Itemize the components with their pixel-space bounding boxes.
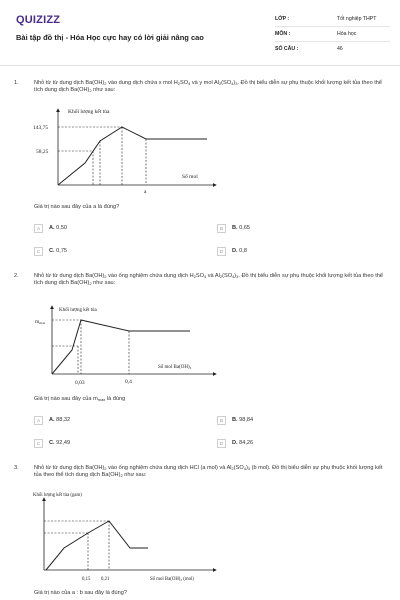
q1-graph (30, 103, 220, 198)
question-number: 2. (14, 273, 19, 279)
x-tick-label: 0,4 (125, 379, 132, 385)
option-letter-box: C (34, 439, 43, 448)
question-number: 1. (14, 80, 19, 86)
y-axis-label: Khối lượng kết tủa (gam) (33, 493, 82, 498)
option-text: 0,65 (239, 225, 251, 231)
option-text: 0,50 (56, 225, 68, 231)
option-letter-box: D (217, 439, 226, 448)
option-text: 98,84 (239, 417, 254, 423)
option-letter-box: C (34, 247, 43, 256)
precipitate-curve (46, 521, 148, 570)
meta-value: 46 (337, 46, 343, 52)
question-number: 3. (14, 465, 19, 471)
quizizz-logo: QUIZIZZ (16, 14, 61, 26)
question-stem: Nhỏ từ từ dung dịch $Ba(OH)_2$ vào dung dịch chứa x mol $H_2SO_4$ và y mol $Al_2(SO_4)_3$. Đồ thị biểu diễn sự phụ thuộc khối lượng kết tủa theo thể tích dung dịch $Ba(OH)_2$ như sau: (34, 80, 383, 94)
x-tick-label: 0,03 (75, 380, 85, 386)
question-stem: Nhỏ từ từ dung dịch $Ba(OH)_2$ vào ống nghiệm chứa dung dịch HCl (a mol) và $Al_2(SO_4)_3$ (b mol). Đồ thị biểu diễn sự phụ thuộc khối lượng kết tủa theo thể tích dung dịch $Ba(OH)_2$ như sau: (34, 465, 383, 479)
q2-graph (30, 302, 220, 390)
x-axis-label: Số mol Ba(OH)₂ (mol) (150, 577, 194, 582)
option-letter-box: B (217, 416, 226, 425)
option-text: 88,32 (56, 417, 71, 423)
meta-label: MÔN : (275, 31, 291, 37)
option-text: 92,49 (56, 440, 71, 446)
question-prompt: Giá trị nào sau đây của $m_{max}$ là đúng (34, 396, 126, 402)
x-axis-label: Số mol (182, 174, 198, 180)
question-prompt: Giá trị nào sau đây của a là đúng? (34, 204, 120, 210)
meta-divider (275, 41, 390, 42)
meta-label: SỐ CÂU : (275, 46, 299, 52)
meta-label: LỚP : (275, 16, 290, 22)
meta-value: Hóa học (337, 31, 357, 37)
q3-graph (30, 490, 220, 585)
x-tick-label: 0,15 (82, 577, 91, 582)
option-letter-box: D (217, 247, 226, 256)
y-tick-label: mmax (35, 319, 46, 325)
x-tick-label: 0,21 (101, 577, 110, 582)
option-text: 0,8 (239, 248, 247, 254)
option-text: 84,26 (239, 440, 254, 446)
question-prompt: Giá trị nào của a : b sau đây là đúng? (34, 590, 127, 596)
y-tick-label: 58,25 (36, 149, 49, 155)
document-title: Bài tập đồ thị - Hóa Học cực hay có lời giải nâng cao (16, 33, 204, 42)
meta-divider (275, 26, 390, 27)
y-axis-label: Khối lượng kết tủa (59, 308, 97, 313)
document-header (0, 0, 400, 66)
meta-value: Tốt nghiệp THPT (337, 16, 377, 22)
option-letter-box: B (217, 224, 226, 233)
x-axis-label: Số mol Ba(OH)₂ (158, 365, 192, 370)
option-text: 0,75 (56, 248, 68, 254)
x-tick-label: a (144, 189, 147, 195)
question-stem: Nhỏ từ từ dung dịch $Ba(OH)_2$ vào ống nghiệm chứa dung dịch $H_2SO_4$ và $Al_2(SO_4)_3$. Đồ thị biểu diễn sự phụ thuộc khối lượng kết tủa theo thể tích dung dịch $Ba(OH)_2$ như sau: (34, 273, 383, 287)
y-axis-label: Khối lượng kết tủa (68, 109, 110, 115)
option-letter-box: A (34, 416, 43, 425)
y-tick-label: 143,75 (33, 125, 49, 131)
option-letter-box: A (34, 224, 43, 233)
